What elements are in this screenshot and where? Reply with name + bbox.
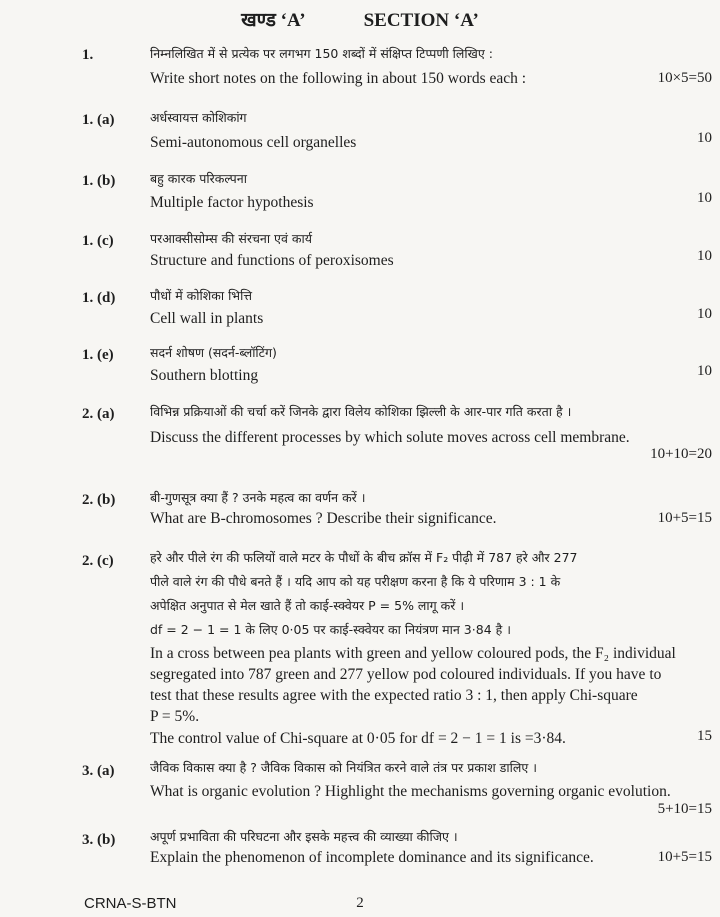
question-text-english: P = 5%. [150, 708, 200, 725]
question-text-english: Multiple factor hypothesis [150, 194, 314, 211]
question-text-hindi: बी-गुणसूत्र क्या हैं ? उनके महत्व का वर्णन करें । [150, 490, 366, 505]
question-text-hindi: अपेक्षित अनुपात से मेल खाते हैं तो काई-स्क्वेयर P = 5% लागू करें । [150, 598, 465, 613]
question-number: 1. [82, 47, 94, 63]
question-text-hindi: निम्नलिखित में से प्रत्येक पर लगभग 150 शब्दों में संक्षिप्त टिप्पणी लिखिए : [150, 46, 493, 61]
question-text-english: What is organic evolution ? Highlight the mechanisms governing organic evolution. [150, 783, 671, 800]
question-text-english: Write short notes on the following in about 150 words each : [150, 70, 527, 87]
question-number: 2. (a) [82, 406, 115, 422]
question-marks: 10+5=15 [657, 849, 712, 865]
question-marks: 10 [697, 190, 712, 206]
section-heading-hindi: खण्ड ‘A’ [241, 10, 306, 31]
question-marks: 10 [697, 363, 712, 379]
question-text-hindi: परआक्सीसोम्स की संरचना एवं कार्य [150, 231, 312, 246]
question-marks: 5+10=15 [657, 801, 712, 817]
paper-code: CRNA-S-BTN [84, 895, 177, 912]
question-number: 1. (a) [82, 112, 115, 128]
section-heading [0, 6, 720, 32]
question-text-english: Explain the phenomenon of incomplete dominance and its significance. [150, 849, 594, 866]
question-text-hindi: पौधों में कोशिका भित्ति [150, 288, 252, 303]
question-text-english: Southern blotting [150, 367, 259, 384]
question-number: 1. (e) [82, 347, 114, 363]
question-text-english: segregated into 787 green and 277 yellow pod coloured individuals. If you have to [150, 666, 662, 683]
question-text-hindi: जैविक विकास क्या है ? जैविक विकास को नियंत्रित करने वाले तंत्र पर प्रकाश डालिए । [150, 760, 537, 775]
question-text-english: test that these results agree with the expected ratio 3 : 1, then apply Chi-square [150, 687, 638, 704]
question-text-english: Cell wall in plants [150, 310, 264, 327]
question-text-hindi: अपूर्ण प्रभाविता की परिघटना और इसके महत्त्व की व्याख्या कीजिए । [150, 829, 458, 844]
question-marks: 10+5=15 [657, 510, 712, 526]
section-heading-english: SECTION ‘A’ [363, 10, 479, 31]
question-number: 3. (a) [82, 763, 115, 779]
question-number: 2. (b) [82, 492, 116, 508]
question-text-english: What are B-chromosomes ? Describe their significance. [150, 510, 497, 527]
question-number: 1. (d) [82, 290, 116, 306]
question-marks: 15 [697, 728, 712, 744]
question-marks: 10 [697, 248, 712, 264]
question-number: 1. (c) [82, 233, 114, 249]
question-text-hindi: बहु कारक परिकल्पना [150, 171, 247, 186]
question-text-hindi: df = 2 − 1 = 1 के लिए 0·05 पर काई-स्क्वेयर का नियंत्रण मान 3·84 है । [150, 622, 511, 637]
page-number: 2 [356, 895, 364, 911]
question-text-hindi: पीले वाले रंग की पौधे बनते हैं । यदि आप को यह परीक्षण करना है कि ये परिणाम 3 : 1 के [150, 574, 561, 589]
question-text-english: The control value of Chi-square at 0·05 for df = 2 − 1 = 1 is =3·84. [150, 730, 566, 747]
question-number: 2. (c) [82, 553, 114, 569]
question-text-english: In a cross between pea plants with green and yellow coloured pods, the F₂ individual [150, 645, 676, 662]
question-number: 3. (b) [82, 832, 116, 848]
question-marks: 10+10=20 [650, 446, 712, 462]
question-marks: 10 [697, 306, 712, 322]
question-text-hindi: विभिन्न प्रक्रियाओं की चर्चा करें जिनके द्वारा विलेय कोशिका झिल्ली के आर-पार गति करता है । [150, 404, 572, 419]
question-text-hindi: अर्धस्वायत्त कोशिकांग [150, 110, 247, 125]
question-marks: 10 [697, 130, 712, 146]
question-text-hindi: सदर्न शोषण (सदर्न-ब्लॉटिंग) [150, 345, 277, 360]
question-text-english: Discuss the different processes by which solute moves across cell membrane. [150, 429, 630, 446]
question-text-english: Semi-autonomous cell organelles [150, 134, 357, 151]
question-text-hindi: हरे और पीले रंग की फलियों वाले मटर के पौधों के बीच क्रॉस में F₂ पीढ़ी में 787 हरे और 277 [150, 550, 578, 565]
question-text-english: Structure and functions of peroxisomes [150, 252, 394, 269]
question-number: 1. (b) [82, 173, 116, 189]
question-marks: 10×5=50 [657, 70, 712, 86]
